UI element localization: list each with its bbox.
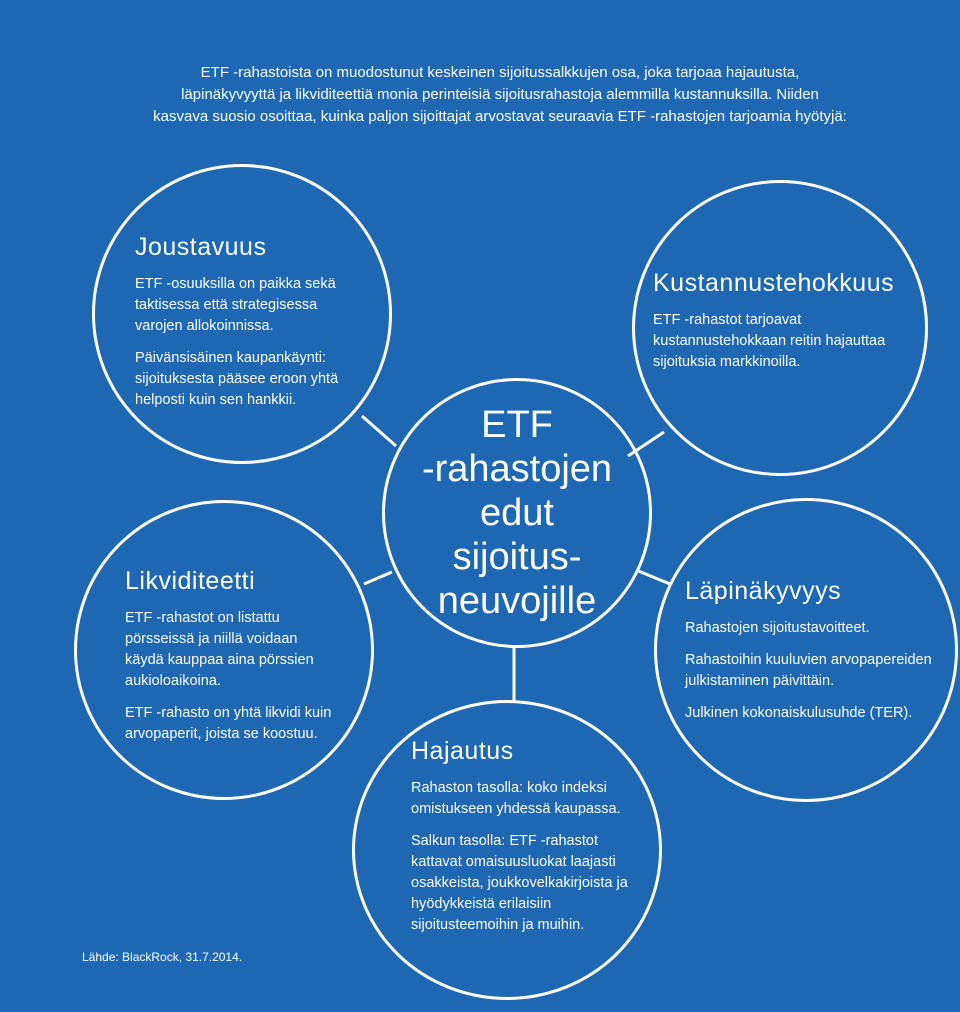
- lapinakyvyys-text-3: Julkinen kokonaiskulusuhde (TER).: [685, 705, 913, 721]
- circle-lapinakyvyys: [654, 498, 958, 802]
- intro-line-3: kasvava suosio osoittaa, kuinka paljon sijoittajat arvostavat seuraavia ETF -rahastojen tarjoamia hyötyjä:: [153, 108, 847, 125]
- joustavuus-text-2: Päivänsisäinen kaupankäynti: sijoituksesta pääsee eroon yhtä helposti kuin sen hankkii.: [135, 350, 339, 408]
- circle-joustavuus: [92, 164, 392, 464]
- source-note: Lähde: BlackRock, 31.7.2014.: [82, 950, 243, 964]
- center-title-line-2: -rahastojen: [421, 448, 613, 490]
- likviditeetti-text-2: ETF -rahasto on yhtä likvidi kuin arvopaperit, joista se koostuu.: [125, 705, 332, 742]
- hajautus-title: Hajautus: [411, 737, 514, 765]
- lapinakyvyys-text-2: Rahastoihin kuuluvien arvopapereiden julkistaminen päivittäin.: [685, 652, 932, 689]
- joustavuus-title: Joustavuus: [135, 233, 267, 261]
- lapinakyvyys-text-1: Rahastojen sijoitustavoitteet.: [685, 620, 870, 636]
- joustavuus-text-1: ETF -osuuksilla on paikka sekä taktisessa että strategisessa varojen allokoinnissa.: [135, 276, 336, 334]
- hajautus-text-1: Rahaston tasolla: koko indeksi omistukseen yhdessä kaupassa.: [411, 780, 621, 817]
- circle-kustannustehokkuus: [632, 180, 928, 476]
- center-title-line-3: edut: [480, 492, 554, 534]
- intro-line-1: ETF -rahastoista on muodostunut keskeinen sijoitussalkkujen osa, joka tarjoaa hajautusta,: [200, 64, 800, 81]
- lapinakyvyys-title: Läpinäkyvyys: [685, 577, 842, 605]
- center-title-line-1: ETF: [481, 404, 553, 446]
- circle-likviditeetti: [74, 500, 374, 800]
- kustannustehokkuus-title: Kustannustehokkuus: [653, 269, 895, 297]
- circle-center: [382, 378, 652, 648]
- center-title-line-4: sijoitus-: [452, 536, 582, 578]
- center-title: [385, 381, 649, 645]
- hajautus-text-2: Salkun tasolla: ETF -rahastot kattavat omaisuusluokat laajasti osakkeista, joukkovelkakirjoista ja hyödykkeistä erilaisiin sijoitusteemoihin ja muihin.: [411, 833, 628, 933]
- center-title-line-5: neuvojille: [437, 580, 597, 622]
- likviditeetti-title: Likviditeetti: [125, 567, 256, 595]
- kustannustehokkuus-text-1: ETF -rahastot tarjoavat kustannustehokkaan reitin hajauttaa sijoituksia markkinoilla.: [653, 312, 886, 370]
- likviditeetti-text-1: ETF -rahastot on listattu pörsseissä ja niillä voidaan käydä kauppaa aina pörssien aukioloaikoina.: [125, 610, 314, 689]
- intro-line-2: läpinäkyvyyttä ja likviditeettiä monia perinteisiä sijoitusrahastoja alemmilla kustannuksilla. Niiden: [181, 86, 819, 103]
- circle-hajautus: [352, 700, 662, 1000]
